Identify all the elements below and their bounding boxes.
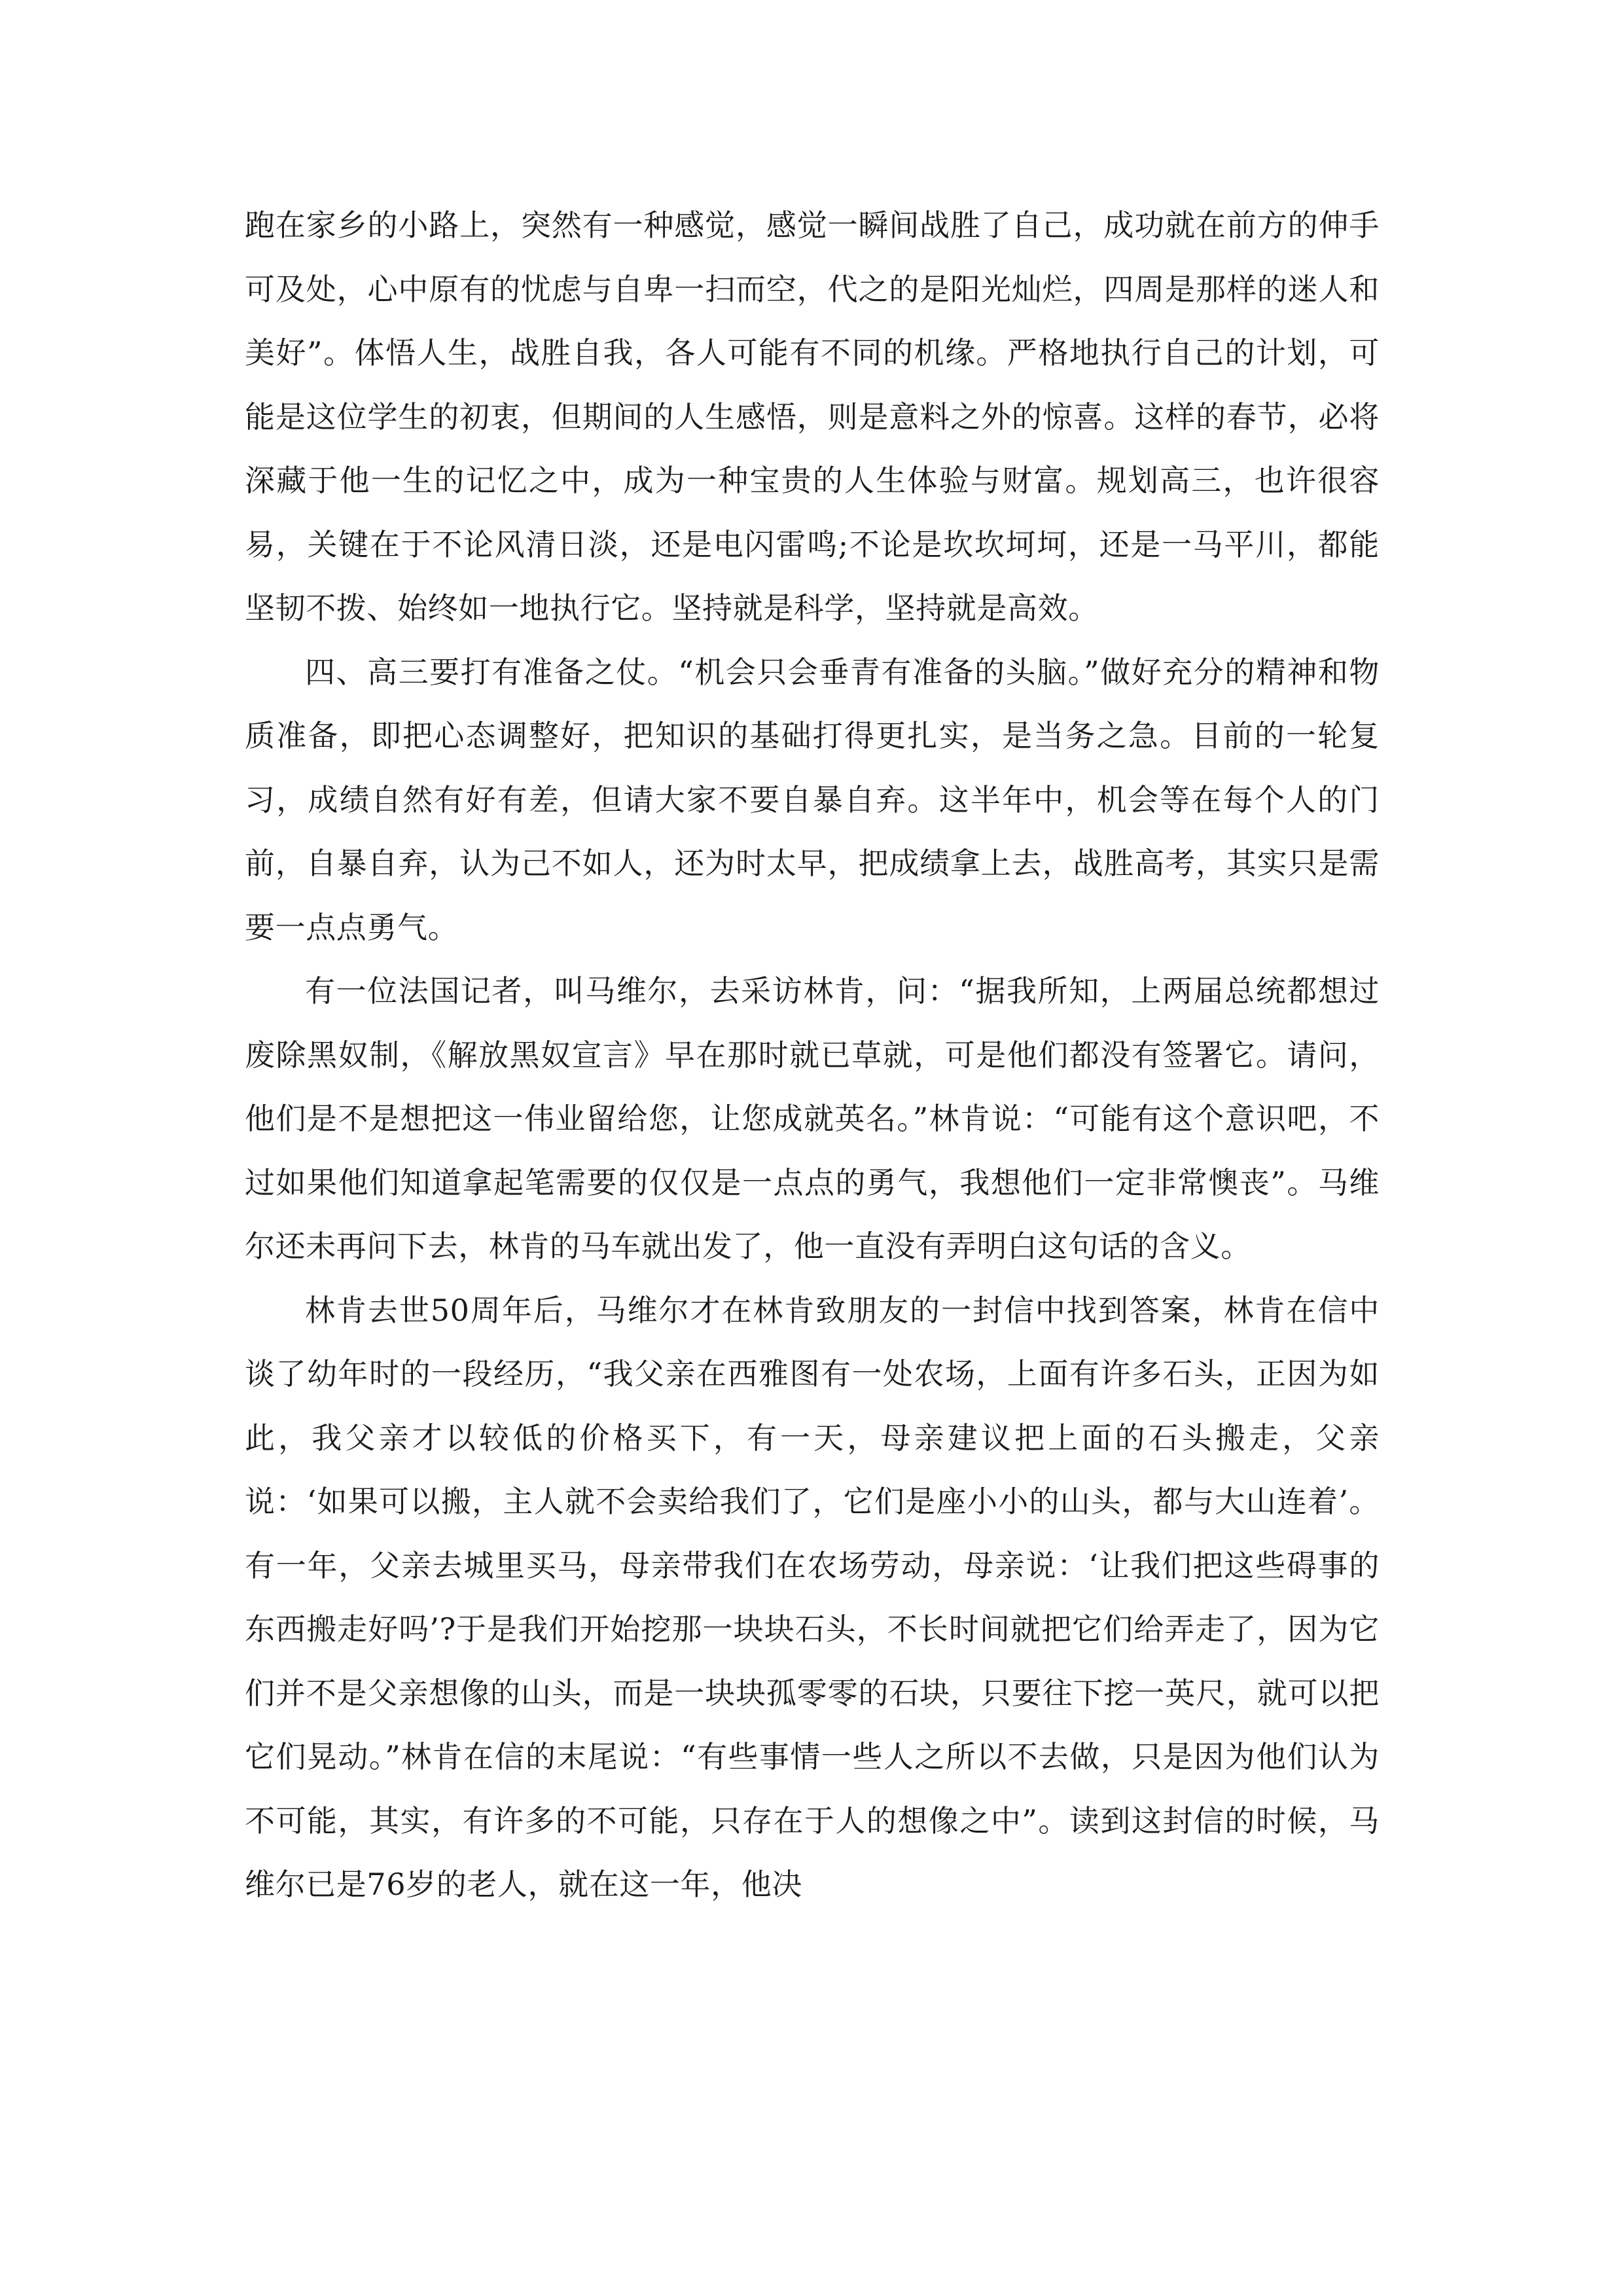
document-body: [245, 194, 1380, 1917]
paragraph-2: 四、高三要打有准备之仗。“机会只会垂青有准备的头脑。”做好充分的精神和物质准备，即把心态调整好，把知识的基础打得更扎实，是当务之急。目前的一轮复习，成绩自然有好有差，但请大家不要自暴自弃。这半年中，机会等在每个人的门前，自暴自弃，认为己不如人，还为时太早，把成绩拿上去，战胜高考，其实只是需要一点点勇气。: [245, 654, 1380, 945]
paragraph-4: 林肯去世50周年后，马维尔才在林肯致朋友的一封信中找到答案，林肯在信中谈了幼年时的一段经历，“我父亲在西雅图有一处农场，上面有许多石头，正因为如此，我父亲才以较低的价格买下，有一天，母亲建议把上面的石头搬走，父亲说：‘如果可以搬，主人就不会卖给我们了，它们是座小小的山头，都与大山连着’。有一年，父亲去城里买马，母亲带我们在农场劳动，母亲说：‘让我们把这些碍事的东西搬走好吗’?于是我们开始挖那一块块石头，不长时间就把它们给弄走了，因为它们并不是父亲想像的山头，而是一块块孤零零的石块，只要往下挖一英尺，就可以把它们晃动。”林肯在信的末尾说：“有些事情一些人之所以不去做，只是因为他们认为不可能，其实，有许多的不可能，只存在于人的想像之中”。读到这封信的时候，马维尔已是76岁的老人，就在这一年，他决: [245, 1292, 1380, 1902]
paragraph-1: 跑在家乡的小路上，突然有一种感觉，感觉一瞬间战胜了自己，成功就在前方的伸手可及处，心中原有的忧虑与自卑一扫而空，代之的是阳光灿烂，四周是那样的迷人和美好”。体悟人生，战胜自我，各人可能有不同的机缘。严格地执行自己的计划，可能是这位学生的初衷，但期间的人生感悟，则是意料之外的惊喜。这样的春节，必将深藏于他一生的记忆之中，成为一种宝贵的人生体验与财富。规划高三，也许很容易，关键在于不论风清日淡，还是电闪雷鸣;不论是坎坎坷坷，还是一马平川，都能坚韧不拨、始终如一地执行它。坚持就是科学，坚持就是高效。: [245, 207, 1380, 626]
paragraph-3: 有一位法国记者，叫马维尔，去采访林肯，问：“据我所知，上两届总统都想过废除黑奴制，《解放黑奴宣言》早在那时就已草就，可是他们都没有签署它。请问，他们是不是想把这一伟业留给您，让您成就英名。”林肯说：“可能有这个意识吧，不过如果他们知道拿起笔需要的仅仅是一点点的勇气，我想他们一定非常懊丧”。马维尔还未再问下去，林肯的马车就出发了，他一直没有弄明白这句话的含义。: [245, 973, 1380, 1264]
